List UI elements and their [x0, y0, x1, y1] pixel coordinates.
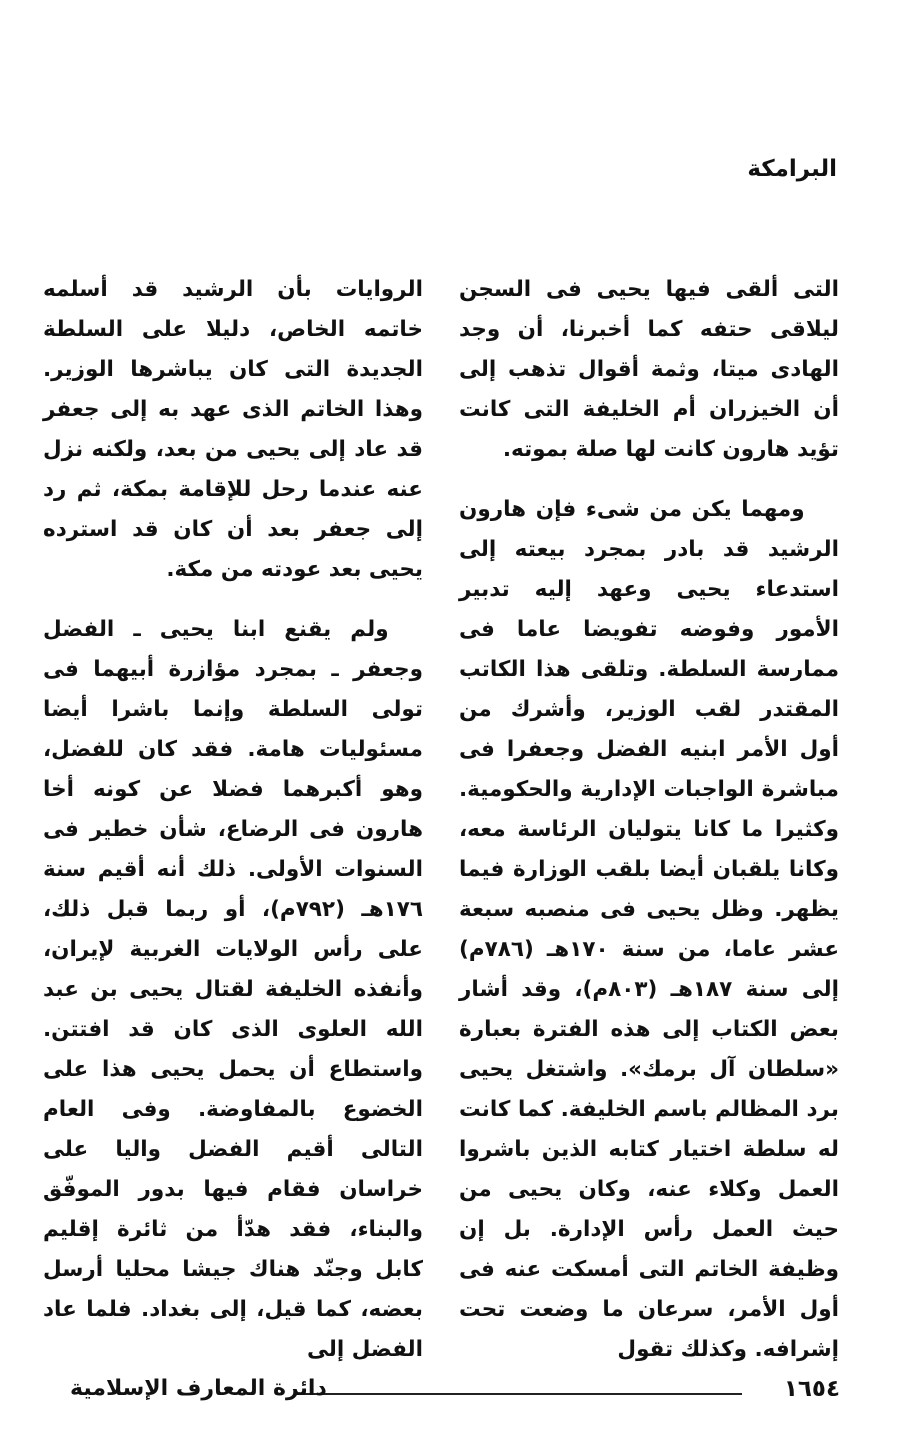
running-header: البرامكة — [747, 156, 837, 182]
page-number: ١٦٥٤ — [783, 1376, 840, 1402]
encyclopedia-title: دائرة المعارف الإسلامية — [70, 1376, 327, 1401]
footer-divider — [295, 1393, 742, 1395]
text-column-right — [459, 270, 839, 1370]
paragraph: ومهما يكن من شىء فإن هارون الرشيد قد بادر بمجرد بيعته إلى استدعاء يحيى وعهد إليه تدبير الأمور وفوضه تفويضا عاما فى ممارسة السلطة. وتلقى هذا الكاتب المقتدر لقب الوزير، وأشرك من أول الأمر ابنيه الفضل وجعفرا فى مباشرة الواجبات الإدارية والحكومية. وكثيرا ما كانا يتوليان الرئاسة معه، وكانا يلقبان أيضا بلقب الوزارة فيما يظهر. وظل يحيى فى منصبه سبعة عشر عاما، من سنة ١٧٠هـ (٧٨٦م) إلى سنة ١٨٧هـ (٨٠٣م)، وقد أشار بعض الكتاب إلى هذه الفترة بعبارة «سلطان آل برمك». واشتغل يحيى برد المظالم باسم الخليفة. كما كانت له سلطة اختيار كتابه الذين باشروا العمل وكلاء عنه، وكان يحيى من حيث العمل رأس الإدارة. بل إن وظيفة الخاتم التى أمسكت عنه فى أول الأمر، سرعان ما وضعت تحت إشرافه. وكذلك تقول — [459, 497, 840, 1362]
paragraph: ولم يقنع ابنا يحيى ـ الفضل وجعفر ـ بمجرد مؤازرة أبيهما فى تولى السلطة وإنما باشرا أيضا مسئوليات هامة. فقد كان للفضل، وهو أكبرهما فضلا عن كونه أخا هارون فى الرضاع، شأن خطير فى السنوات الأولى. ذلك أنه أقيم سنة ١٧٦هـ (٧٩٢م)، أو ربما قبل ذلك، على رأس الولايات الغربية لإيران، وأنفذه الخليفة لقتال يحيى بن عبد الله العلوى الذى كان قد افتتن. واستطاع أن يحمل يحيى هذا على الخضوع بالمفاوضة. وفى العام التالى أقيم الفضل واليا على خراسان فقام فيها بدور الموفّق والبناء، فقد هدّأ من ثائرة إقليم كابل وجنّد هناك جيشا محليا أرسل بعضه، كما قيل، إلى بغداد. فلما عاد الفضل إلى — [43, 617, 423, 1362]
paragraph: التى ألقى فيها يحيى فى السجن ليلاقى حتفه كما أخبرنا، أن وجد الهادى ميتا، وثمة أقوال تذهب إلى أن الخيزران أم الخليفة التى كانت تؤيد هارون كانت لها صلة بموته. — [459, 277, 839, 462]
page-footer — [70, 1376, 840, 1416]
paragraph: الروايات بأن الرشيد قد أسلمه خاتمه الخاص، دليلا على السلطة الجديدة التى كان يباشرها الوزير. وهذا الخاتم الذى عهد به إلى جعفر قد عاد إلى يحيى من بعد، ولكنه نزل عنه عندما رحل للإقامة بمكة، ثم رد إلى جعفر بعد أن كان قد استرده يحيى بعد عودته من مكة. — [43, 277, 423, 582]
text-column-left — [43, 270, 423, 1370]
